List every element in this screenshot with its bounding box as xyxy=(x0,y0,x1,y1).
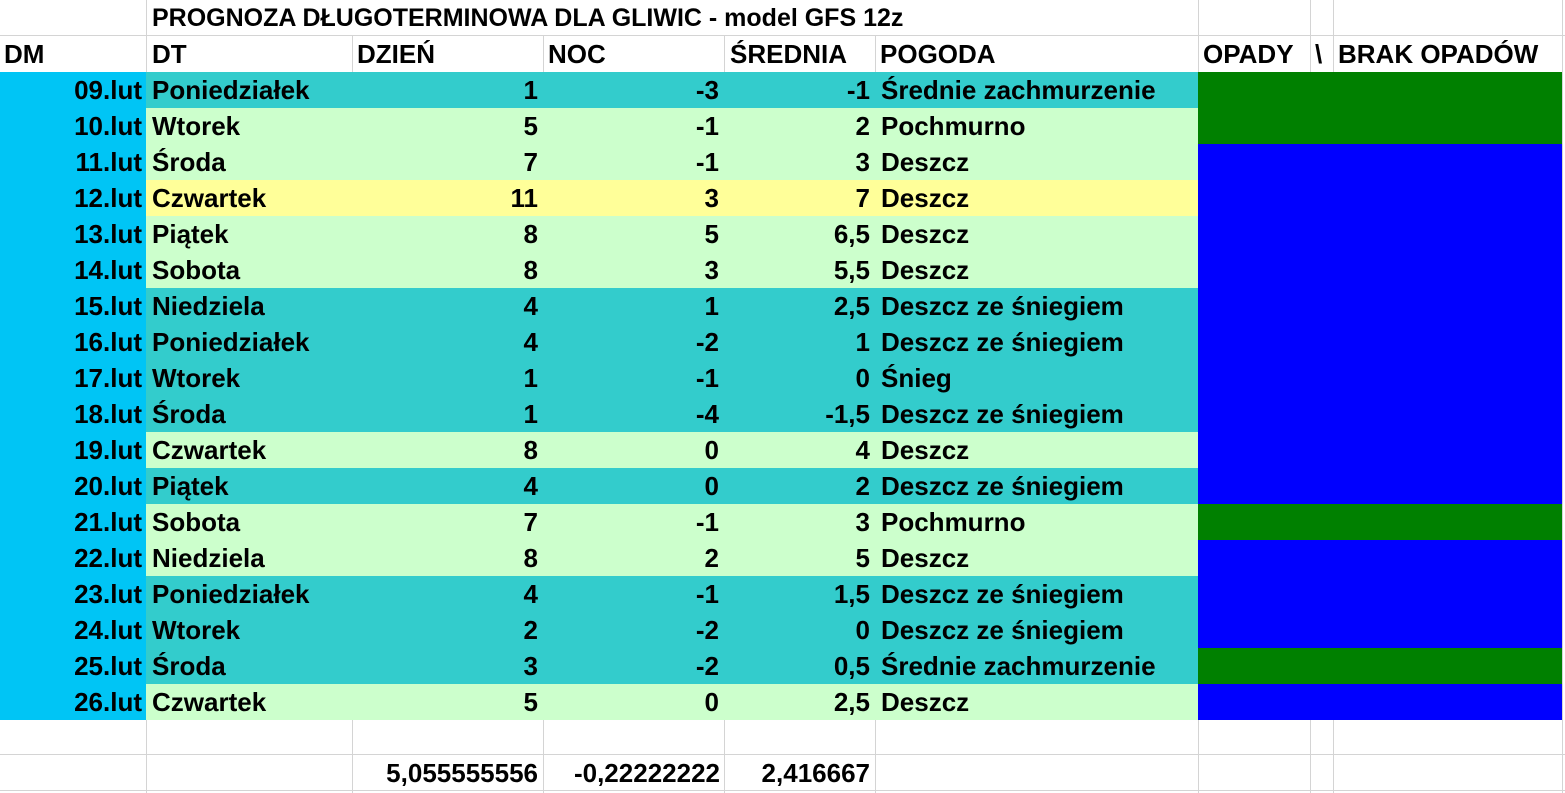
cell-dt[interactable]: Poniedziałek xyxy=(146,324,352,360)
cell-noc[interactable]: -2 xyxy=(543,612,724,648)
cell-dzien[interactable]: 1 xyxy=(352,396,543,432)
cell-pogoda[interactable]: Deszcz xyxy=(875,432,1198,468)
cell-noc[interactable]: -1 xyxy=(543,144,724,180)
precipitation-indicator[interactable] xyxy=(1198,612,1562,648)
cell-pogoda[interactable]: Średnie zachmurzenie xyxy=(875,648,1198,684)
cell-dm[interactable]: 26.lut xyxy=(0,684,146,720)
precipitation-indicator[interactable] xyxy=(1198,432,1562,468)
cell-noc[interactable]: 3 xyxy=(543,180,724,216)
precipitation-indicator[interactable] xyxy=(1198,108,1562,144)
header-srednia[interactable]: ŚREDNIA xyxy=(730,39,848,69)
table-row xyxy=(0,648,1565,684)
cell-dt[interactable]: Czwartek xyxy=(146,684,352,720)
cell-dm[interactable]: 25.lut xyxy=(0,648,146,684)
table-row xyxy=(0,360,1565,396)
cell-dt[interactable]: Poniedziałek xyxy=(146,72,352,108)
cell-srednia[interactable]: 2 xyxy=(724,108,875,144)
table-row xyxy=(0,72,1565,108)
cell-pogoda[interactable]: Deszcz xyxy=(875,216,1198,252)
table-row xyxy=(0,504,1565,540)
cell-dzien[interactable]: 7 xyxy=(352,504,543,540)
cell-pogoda[interactable]: Deszcz xyxy=(875,252,1198,288)
cell-pogoda[interactable]: Deszcz xyxy=(875,684,1198,720)
header-dm[interactable]: DM xyxy=(4,39,45,69)
cell-srednia[interactable]: 6,5 xyxy=(724,216,875,252)
precipitation-indicator[interactable] xyxy=(1198,216,1562,252)
cell-dm[interactable]: 22.lut xyxy=(0,540,146,576)
cell-noc[interactable]: 3 xyxy=(543,252,724,288)
precipitation-indicator[interactable] xyxy=(1198,288,1562,324)
cell-dt[interactable]: Niedziela xyxy=(146,540,352,576)
precipitation-indicator[interactable] xyxy=(1198,504,1562,540)
precipitation-indicator[interactable] xyxy=(1198,648,1562,684)
cell-pogoda[interactable]: Deszcz xyxy=(875,180,1198,216)
header-row xyxy=(0,36,1565,72)
cell-noc[interactable]: 5 xyxy=(543,216,724,252)
cell-dt[interactable]: Wtorek xyxy=(146,360,352,396)
precipitation-indicator[interactable] xyxy=(1198,324,1562,360)
cell-noc[interactable]: 1 xyxy=(543,288,724,324)
cell-dt[interactable]: Środa xyxy=(146,648,352,684)
cell-srednia[interactable]: 1,5 xyxy=(724,576,875,612)
cell-srednia[interactable]: 2,5 xyxy=(724,684,875,720)
cell-noc[interactable]: -3 xyxy=(543,72,724,108)
table-row xyxy=(0,324,1565,360)
cell-pogoda[interactable]: Deszcz xyxy=(875,144,1198,180)
cell-dm[interactable]: 12.lut xyxy=(0,180,146,216)
cell-noc[interactable]: 0 xyxy=(543,432,724,468)
precipitation-indicator[interactable] xyxy=(1198,360,1562,396)
cell-dt[interactable]: Wtorek xyxy=(146,612,352,648)
cell-dzien[interactable]: 8 xyxy=(352,432,543,468)
cell-noc[interactable]: -1 xyxy=(543,504,724,540)
cell-srednia[interactable]: 2,5 xyxy=(724,288,875,324)
cell-dzien[interactable]: 1 xyxy=(352,72,543,108)
cell-pogoda[interactable]: Deszcz ze śniegiem xyxy=(875,468,1198,504)
precipitation-indicator[interactable] xyxy=(1198,396,1562,432)
precipitation-indicator[interactable] xyxy=(1198,144,1562,180)
cell-pogoda[interactable]: Deszcz ze śniegiem xyxy=(875,396,1198,432)
cell-noc[interactable]: -1 xyxy=(543,108,724,144)
cell-dzien[interactable]: 4 xyxy=(352,288,543,324)
cell-dt[interactable]: Wtorek xyxy=(146,108,352,144)
cell-dzien[interactable]: 5 xyxy=(352,108,543,144)
precipitation-indicator[interactable] xyxy=(1198,684,1562,720)
cell-noc[interactable]: 0 xyxy=(543,684,724,720)
cell-dt[interactable]: Środa xyxy=(146,144,352,180)
table-row xyxy=(0,612,1565,648)
cell-dt[interactable]: Sobota xyxy=(146,252,352,288)
cell-dt[interactable]: Poniedziałek xyxy=(146,576,352,612)
cell-srednia[interactable]: 2 xyxy=(724,468,875,504)
cell-dzien[interactable]: 8 xyxy=(352,252,543,288)
cell-dzien[interactable]: 8 xyxy=(352,216,543,252)
cell-dt[interactable]: Piątek xyxy=(146,468,352,504)
cell-noc[interactable]: -4 xyxy=(543,396,724,432)
cell-noc[interactable]: 2 xyxy=(543,540,724,576)
table-row xyxy=(0,684,1565,720)
precipitation-indicator[interactable] xyxy=(1198,72,1562,108)
cell-noc[interactable]: -1 xyxy=(543,576,724,612)
sheet-title: PROGNOZA DŁUGOTERMINOWA DLA GLIWIC - model GFS 12z xyxy=(152,4,904,32)
table-row xyxy=(0,576,1565,612)
cell-pogoda[interactable]: Średnie zachmurzenie xyxy=(875,72,1198,108)
cell-dt[interactable]: Piątek xyxy=(146,216,352,252)
cell-srednia[interactable]: 0 xyxy=(724,612,875,648)
cell-pogoda[interactable]: Śnieg xyxy=(875,360,1198,396)
cell-dzien[interactable]: 11 xyxy=(352,180,543,216)
cell-dm[interactable]: 14.lut xyxy=(0,252,146,288)
cell-srednia[interactable]: 0 xyxy=(724,360,875,396)
cell-dm[interactable]: 23.lut xyxy=(0,576,146,612)
table-row xyxy=(0,396,1565,432)
table-row xyxy=(0,288,1565,324)
cell-dm[interactable]: 09.lut xyxy=(0,72,146,108)
table-row xyxy=(0,252,1565,288)
cell-pogoda[interactable]: Deszcz ze śniegiem xyxy=(875,324,1198,360)
cell-dt[interactable]: Środa xyxy=(146,396,352,432)
cell-srednia[interactable]: 3 xyxy=(724,144,875,180)
cell-dzien[interactable]: 7 xyxy=(352,144,543,180)
cell-dt[interactable]: Czwartek xyxy=(146,432,352,468)
cell-pogoda[interactable]: Deszcz xyxy=(875,540,1198,576)
table-row xyxy=(0,108,1565,144)
cell-dt[interactable]: Niedziela xyxy=(146,288,352,324)
cell-dm[interactable]: 20.lut xyxy=(0,468,146,504)
average-srednia[interactable]: 2,416667 xyxy=(761,758,870,788)
cell-dzien[interactable]: 5 xyxy=(352,684,543,720)
cell-dm[interactable]: 19.lut xyxy=(0,432,146,468)
table-row xyxy=(0,180,1565,216)
cell-dzien[interactable]: 4 xyxy=(352,576,543,612)
cell-srednia[interactable]: 1 xyxy=(724,324,875,360)
table-row xyxy=(0,216,1565,252)
cell-dm[interactable]: 24.lut xyxy=(0,612,146,648)
cell-srednia[interactable]: -1,5 xyxy=(724,396,875,432)
cell-dm[interactable]: 17.lut xyxy=(0,360,146,396)
cell-srednia[interactable]: 3 xyxy=(724,504,875,540)
cell-pogoda[interactable]: Pochmurno xyxy=(875,108,1198,144)
precipitation-indicator[interactable] xyxy=(1198,576,1562,612)
cell-pogoda[interactable]: Pochmurno xyxy=(875,504,1198,540)
header-pogoda[interactable]: POGODA xyxy=(880,39,996,69)
cell-dzien[interactable]: 3 xyxy=(352,648,543,684)
table-row xyxy=(0,432,1565,468)
header-separator[interactable]: \ xyxy=(1315,39,1323,69)
cell-dm[interactable]: 15.lut xyxy=(0,288,146,324)
cell-srednia[interactable]: 5,5 xyxy=(724,252,875,288)
cell-noc[interactable]: -2 xyxy=(543,324,724,360)
cell-dm[interactable]: 10.lut xyxy=(0,108,146,144)
header-opady[interactable]: OPADY xyxy=(1203,39,1294,69)
cell-srednia[interactable]: 4 xyxy=(724,432,875,468)
cell-dzien[interactable]: 4 xyxy=(352,324,543,360)
cell-srednia[interactable]: 0,5 xyxy=(724,648,875,684)
cell-noc[interactable]: -2 xyxy=(543,648,724,684)
cell-dzien[interactable]: 1 xyxy=(352,360,543,396)
cell-dzien[interactable]: 2 xyxy=(352,612,543,648)
cell-noc[interactable]: 0 xyxy=(543,468,724,504)
cell-pogoda[interactable]: Deszcz ze śniegiem xyxy=(875,288,1198,324)
average-dzien[interactable]: 5,055555556 xyxy=(386,758,538,788)
cell-srednia[interactable]: 7 xyxy=(724,180,875,216)
averages-row xyxy=(0,755,1565,791)
cell-pogoda[interactable]: Deszcz ze śniegiem xyxy=(875,612,1198,648)
cell-noc[interactable]: -1 xyxy=(543,360,724,396)
precipitation-indicator[interactable] xyxy=(1198,252,1562,288)
header-noc[interactable]: NOC xyxy=(548,39,606,69)
cell-dm[interactable]: 18.lut xyxy=(0,396,146,432)
precipitation-indicator[interactable] xyxy=(1198,180,1562,216)
header-brak-opadow[interactable]: BRAK OPADÓW xyxy=(1338,39,1539,69)
cell-dm[interactable]: 13.lut xyxy=(0,216,146,252)
cell-dt[interactable]: Sobota xyxy=(146,504,352,540)
cell-dzien[interactable]: 8 xyxy=(352,540,543,576)
cell-pogoda[interactable]: Deszcz ze śniegiem xyxy=(875,576,1198,612)
table-row xyxy=(0,144,1565,180)
average-noc[interactable]: -0,22222222 xyxy=(573,758,720,788)
cell-srednia[interactable]: 5 xyxy=(724,540,875,576)
header-dt[interactable]: DT xyxy=(152,39,187,69)
cell-dt[interactable]: Czwartek xyxy=(146,180,352,216)
precipitation-indicator[interactable] xyxy=(1198,540,1562,576)
table-row xyxy=(0,540,1565,576)
header-dzien[interactable]: DZIEŃ xyxy=(357,39,435,69)
cell-dm[interactable]: 21.lut xyxy=(0,504,146,540)
cell-dm[interactable]: 16.lut xyxy=(0,324,146,360)
precipitation-indicator[interactable] xyxy=(1198,468,1562,504)
cell-dm[interactable]: 11.lut xyxy=(0,144,146,180)
cell-srednia[interactable]: -1 xyxy=(724,72,875,108)
table-row xyxy=(0,468,1565,504)
cell-dzien[interactable]: 4 xyxy=(352,468,543,504)
